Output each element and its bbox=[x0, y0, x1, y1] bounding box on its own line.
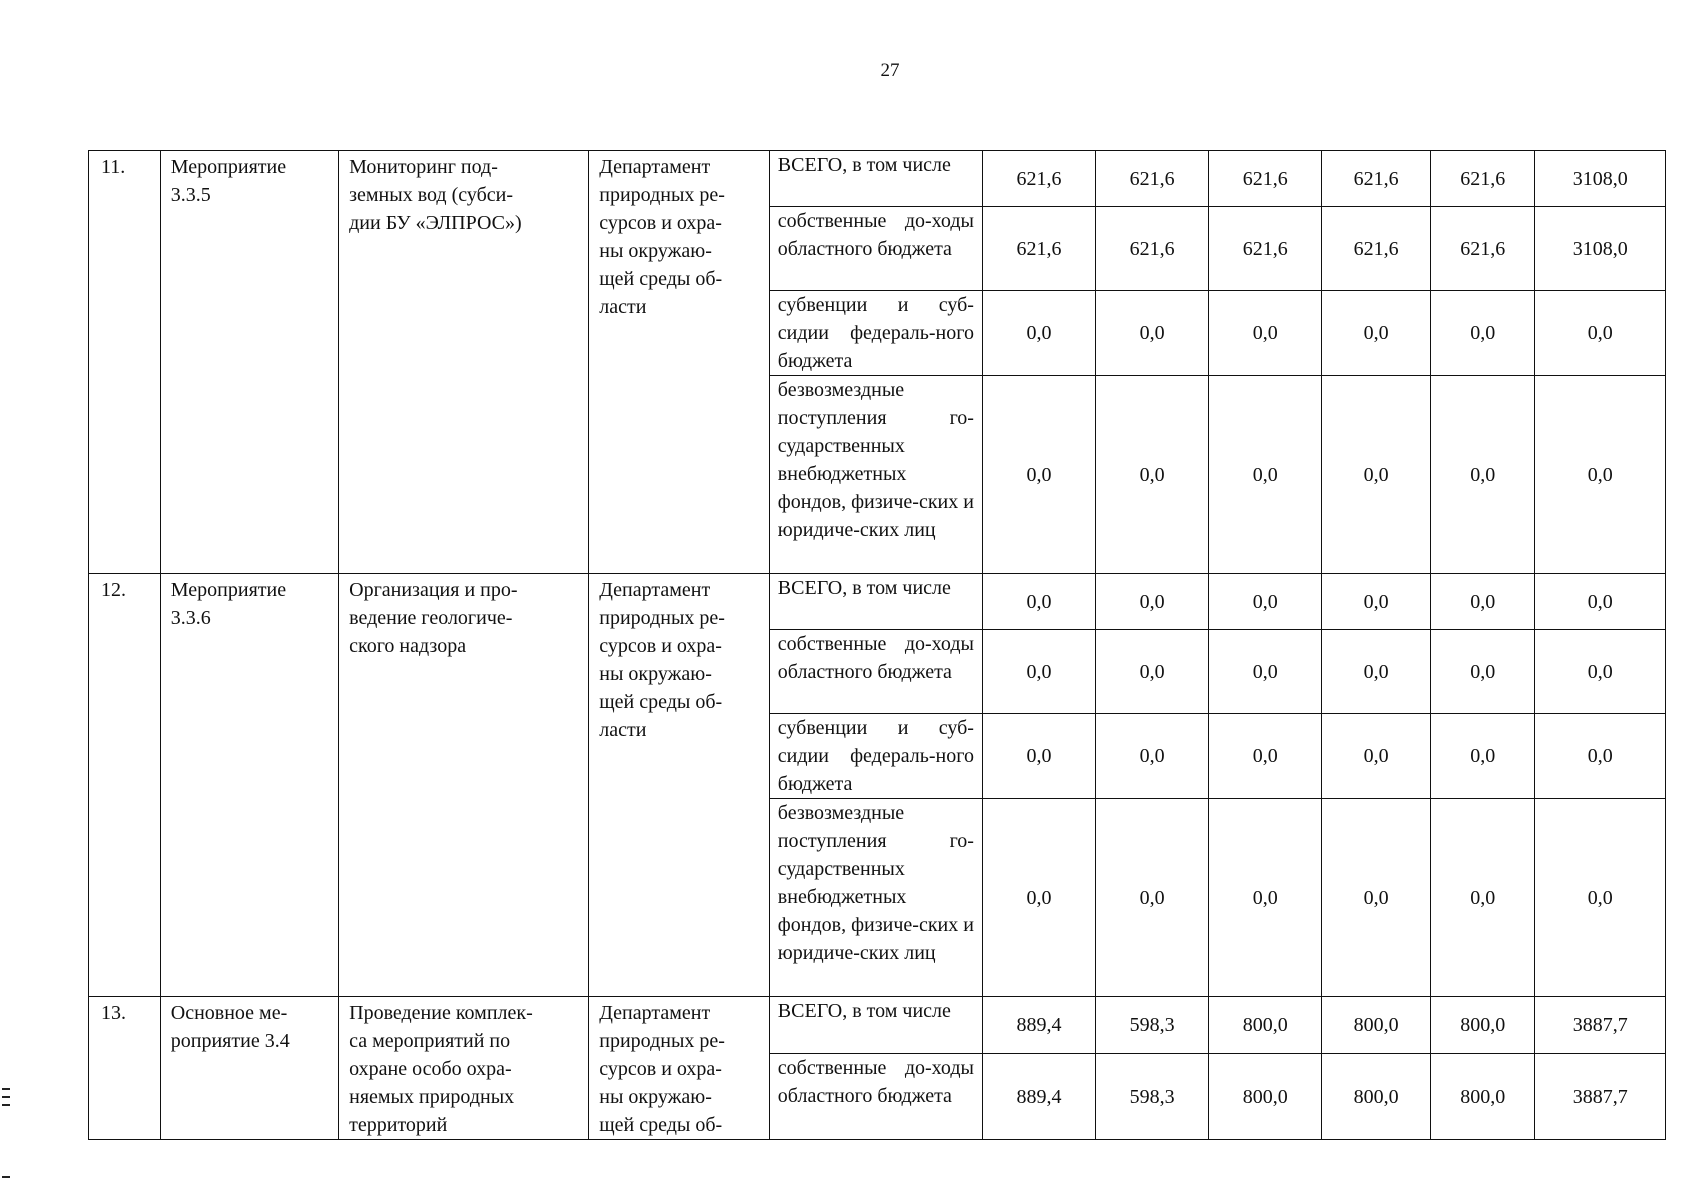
margin-mark bbox=[2, 1176, 10, 1178]
value-cell: 0,0 bbox=[1322, 630, 1431, 714]
value-cell: 0,0 bbox=[1096, 714, 1209, 799]
value-cell: 621,6 bbox=[1322, 151, 1431, 207]
funding-source: собственные до-ходы областного бюджета bbox=[769, 630, 982, 714]
value-cell: 0,0 bbox=[1209, 291, 1322, 376]
value-cell: 621,6 bbox=[1209, 207, 1322, 291]
total-cell: 3108,0 bbox=[1535, 151, 1666, 207]
budget-table bbox=[88, 150, 1666, 1140]
value-cell: 621,6 bbox=[1430, 151, 1534, 207]
value-cell: 889,4 bbox=[982, 997, 1095, 1054]
value-cell: 621,6 bbox=[982, 207, 1095, 291]
value-cell: 0,0 bbox=[1322, 714, 1431, 799]
table-row bbox=[89, 574, 1666, 630]
value-cell: 800,0 bbox=[1209, 1054, 1322, 1140]
value-cell: 0,0 bbox=[982, 291, 1095, 376]
value-cell: 621,6 bbox=[1096, 151, 1209, 207]
value-cell: 0,0 bbox=[1430, 714, 1534, 799]
total-cell: 0,0 bbox=[1535, 799, 1666, 997]
activity-name: Организация и про- ведение геологиче- ского надзора bbox=[339, 574, 589, 997]
value-cell: 0,0 bbox=[982, 376, 1095, 574]
value-cell: 0,0 bbox=[982, 630, 1095, 714]
value-cell: 0,0 bbox=[982, 714, 1095, 799]
executor: Департамент природных ре- сурсов и охра- ны окружаю- щей среды об- bbox=[589, 997, 770, 1140]
funding-source: собственные до-ходы областного бюджета bbox=[769, 207, 982, 291]
value-cell: 0,0 bbox=[1096, 574, 1209, 630]
total-cell: 3887,7 bbox=[1535, 1054, 1666, 1140]
funding-source: ВСЕГО, в том числе bbox=[769, 151, 982, 207]
value-cell: 0,0 bbox=[1322, 376, 1431, 574]
table-body bbox=[89, 151, 1666, 1140]
value-cell: 621,6 bbox=[1209, 151, 1322, 207]
value-cell: 0,0 bbox=[982, 799, 1095, 997]
row-number: 11. bbox=[89, 151, 161, 574]
value-cell: 889,4 bbox=[982, 1054, 1095, 1140]
activity-status: Мероприятие 3.3.6 bbox=[160, 574, 338, 997]
funding-source: собственные до-ходы областного бюджета bbox=[769, 1054, 982, 1140]
activity-status: Мероприятие 3.3.5 bbox=[160, 151, 338, 574]
value-cell: 0,0 bbox=[982, 574, 1095, 630]
value-cell: 0,0 bbox=[1096, 291, 1209, 376]
value-cell: 598,3 bbox=[1096, 997, 1209, 1054]
value-cell: 0,0 bbox=[1209, 574, 1322, 630]
total-cell: 0,0 bbox=[1535, 630, 1666, 714]
margin-mark bbox=[2, 1088, 10, 1090]
total-cell: 0,0 bbox=[1535, 376, 1666, 574]
value-cell: 0,0 bbox=[1096, 799, 1209, 997]
total-cell: 0,0 bbox=[1535, 574, 1666, 630]
value-cell: 621,6 bbox=[982, 151, 1095, 207]
value-cell: 0,0 bbox=[1209, 714, 1322, 799]
margin-mark bbox=[2, 1104, 10, 1106]
page-number: 27 bbox=[880, 60, 900, 81]
total-cell: 3108,0 bbox=[1535, 207, 1666, 291]
value-cell: 0,0 bbox=[1209, 630, 1322, 714]
executor: Департамент природных ре- сурсов и охра- ны окружаю- щей среды об- ласти bbox=[589, 151, 770, 574]
value-cell: 800,0 bbox=[1430, 1054, 1534, 1140]
value-cell: 0,0 bbox=[1322, 291, 1431, 376]
executor: Департамент природных ре- сурсов и охра- ны окружаю- щей среды об- ласти bbox=[589, 574, 770, 997]
value-cell: 0,0 bbox=[1209, 376, 1322, 574]
value-cell: 621,6 bbox=[1096, 207, 1209, 291]
table-row bbox=[89, 151, 1666, 207]
value-cell: 0,0 bbox=[1322, 574, 1431, 630]
value-cell: 0,0 bbox=[1322, 799, 1431, 997]
funding-source: субвенции и суб-сидии федераль-ного бюджета bbox=[769, 291, 982, 376]
table-row bbox=[89, 997, 1666, 1054]
value-cell: 621,6 bbox=[1322, 207, 1431, 291]
margin-mark bbox=[2, 1096, 10, 1098]
total-cell: 0,0 bbox=[1535, 291, 1666, 376]
funding-source: ВСЕГО, в том числе bbox=[769, 574, 982, 630]
funding-source: ВСЕГО, в том числе bbox=[769, 997, 982, 1054]
activity-name: Мониторинг под- земных вод (субси- дии БУ «ЭЛПРОС») bbox=[339, 151, 589, 574]
value-cell: 0,0 bbox=[1096, 630, 1209, 714]
value-cell: 800,0 bbox=[1430, 997, 1534, 1054]
value-cell: 0,0 bbox=[1430, 291, 1534, 376]
value-cell: 0,0 bbox=[1430, 574, 1534, 630]
value-cell: 0,0 bbox=[1096, 376, 1209, 574]
total-cell: 0,0 bbox=[1535, 714, 1666, 799]
funding-source: безвозмездные поступления го-сударственных внебюджетных фондов, физиче-ских и юридиче-ских лиц bbox=[769, 376, 982, 574]
activity-name: Проведение комплек- са мероприятий по охране особо охра- няемых природных территорий bbox=[339, 997, 589, 1140]
funding-source: субвенции и суб-сидии федераль-ного бюджета bbox=[769, 714, 982, 799]
value-cell: 0,0 bbox=[1430, 799, 1534, 997]
value-cell: 598,3 bbox=[1096, 1054, 1209, 1140]
funding-source: безвозмездные поступления го-сударственных внебюджетных фондов, физиче-ских и юридиче-ских лиц bbox=[769, 799, 982, 997]
value-cell: 0,0 bbox=[1430, 376, 1534, 574]
activity-status: Основное ме- роприятие 3.4 bbox=[160, 997, 338, 1140]
row-number: 13. bbox=[89, 997, 161, 1140]
value-cell: 621,6 bbox=[1430, 207, 1534, 291]
row-number: 12. bbox=[89, 574, 161, 997]
value-cell: 800,0 bbox=[1322, 1054, 1431, 1140]
value-cell: 800,0 bbox=[1322, 997, 1431, 1054]
value-cell: 800,0 bbox=[1209, 997, 1322, 1054]
total-cell: 3887,7 bbox=[1535, 997, 1666, 1054]
value-cell: 0,0 bbox=[1209, 799, 1322, 997]
value-cell: 0,0 bbox=[1430, 630, 1534, 714]
